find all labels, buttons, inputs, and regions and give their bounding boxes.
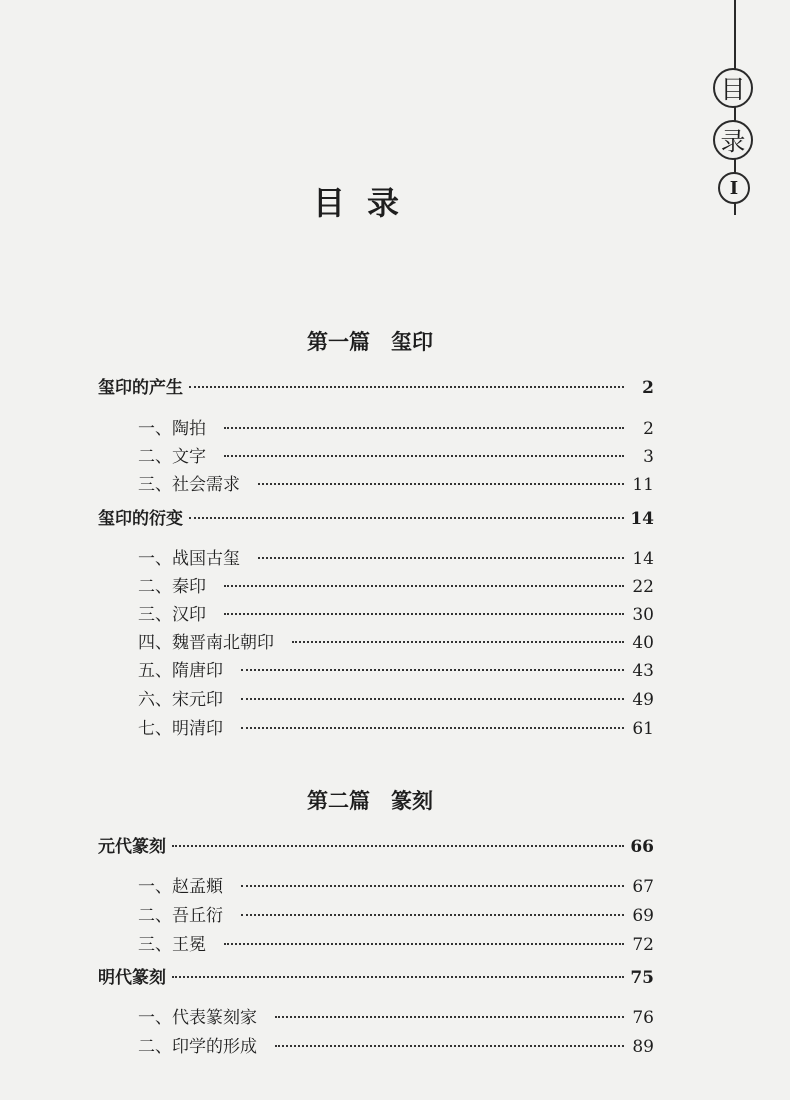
toc-section-label: 四、魏晋南北朝印	[138, 633, 274, 653]
toc-leader-dots	[189, 517, 624, 519]
toc-page-number: 14	[632, 549, 654, 569]
toc-page-number: 69	[632, 906, 654, 926]
toc-section[interactable]	[138, 1032, 654, 1058]
toc-section-label: 三、汉印	[138, 605, 206, 625]
toc-section[interactable]	[138, 872, 654, 898]
toc-chapter-label: 元代篆刻	[98, 837, 166, 857]
toc-page-number: 30	[632, 605, 654, 625]
toc-leader-dots	[241, 727, 624, 729]
toc-leader-dots	[258, 557, 624, 559]
toc-leader-dots	[241, 669, 624, 671]
toc-leader-dots	[241, 914, 624, 916]
toc-page-number: 67	[632, 877, 654, 897]
toc-leader-dots	[172, 845, 624, 847]
toc-leader-dots	[189, 386, 624, 388]
toc-section-label: 一、赵孟頫	[138, 877, 223, 897]
toc-chapter[interactable]	[98, 832, 654, 858]
toc-page-number: 89	[632, 1037, 654, 1057]
toc-page-number: 2	[642, 378, 654, 398]
toc-chapter[interactable]	[98, 963, 654, 989]
toc-page-number: 3	[643, 447, 654, 467]
toc-chapter-label: 玺印的衍变	[98, 509, 183, 529]
toc-section-label: 二、秦印	[138, 577, 206, 597]
toc-section[interactable]	[138, 414, 654, 440]
toc-page-number: 49	[632, 690, 654, 710]
toc-section[interactable]	[138, 572, 654, 598]
toc-leader-dots	[275, 1016, 624, 1018]
toc-section[interactable]	[138, 714, 654, 740]
toc-section[interactable]	[138, 1003, 654, 1029]
toc-section-label: 七、明清印	[138, 719, 223, 739]
toc-leader-dots	[241, 698, 624, 700]
toc-page-number: 66	[630, 837, 654, 857]
toc-page-number: 61	[632, 719, 654, 739]
toc-leader-dots	[224, 585, 624, 587]
toc-page-number: 75	[630, 968, 654, 988]
toc-page-number: 40	[632, 633, 654, 653]
toc-section-label: 一、战国古玺	[138, 549, 240, 569]
toc-leader-dots	[172, 976, 624, 978]
toc-page-number: 14	[630, 509, 654, 529]
toc-chapter-label: 玺印的产生	[98, 378, 183, 398]
toc-leader-dots	[224, 455, 624, 457]
toc-page-number: 76	[632, 1008, 654, 1028]
toc-leader-dots	[224, 943, 624, 945]
toc-section-label: 五、隋唐印	[138, 661, 223, 681]
toc-section-label: 六、宋元印	[138, 690, 223, 710]
side-tab-char-2: 录	[713, 120, 753, 160]
toc-section[interactable]	[138, 544, 654, 570]
part-title-2: 第二篇 篆刻	[307, 788, 433, 813]
toc-section-label: 二、吾丘衍	[138, 906, 223, 926]
toc-chapter-label: 明代篆刻	[98, 968, 166, 988]
page-title: 目录	[312, 184, 421, 222]
toc-chapter[interactable]	[98, 504, 654, 530]
toc-chapter[interactable]	[98, 373, 654, 399]
toc-section-label: 三、社会需求	[138, 475, 240, 495]
toc-section-label: 二、印学的形成	[138, 1037, 257, 1057]
toc-leader-dots	[241, 885, 624, 887]
side-tab-char-1: 目	[713, 68, 753, 108]
toc-section[interactable]	[138, 656, 654, 682]
toc-leader-dots	[224, 613, 624, 615]
toc-page-number: 43	[632, 661, 654, 681]
toc-section-label: 二、文字	[138, 447, 206, 467]
toc-leader-dots	[275, 1045, 624, 1047]
page-number-marker: I	[718, 172, 750, 204]
toc-leader-dots	[224, 427, 624, 429]
toc-section-label: 三、王冕	[138, 935, 206, 955]
toc-section[interactable]	[138, 470, 654, 496]
toc-leader-dots	[258, 483, 624, 485]
part-title-1: 第一篇 玺印	[307, 329, 433, 354]
toc-page-number: 2	[643, 419, 654, 439]
toc-section-label: 一、代表篆刻家	[138, 1008, 257, 1028]
toc-section[interactable]	[138, 600, 654, 626]
toc-page-number: 72	[632, 935, 654, 955]
toc-leader-dots	[292, 641, 624, 643]
toc-page-number: 11	[632, 475, 654, 495]
toc-section[interactable]	[138, 930, 654, 956]
toc-section[interactable]	[138, 628, 654, 654]
toc-section[interactable]	[138, 442, 654, 468]
toc-section[interactable]	[138, 901, 654, 927]
toc-section[interactable]	[138, 685, 654, 711]
toc-page-number: 22	[632, 577, 654, 597]
toc-section-label: 一、陶拍	[138, 419, 206, 439]
